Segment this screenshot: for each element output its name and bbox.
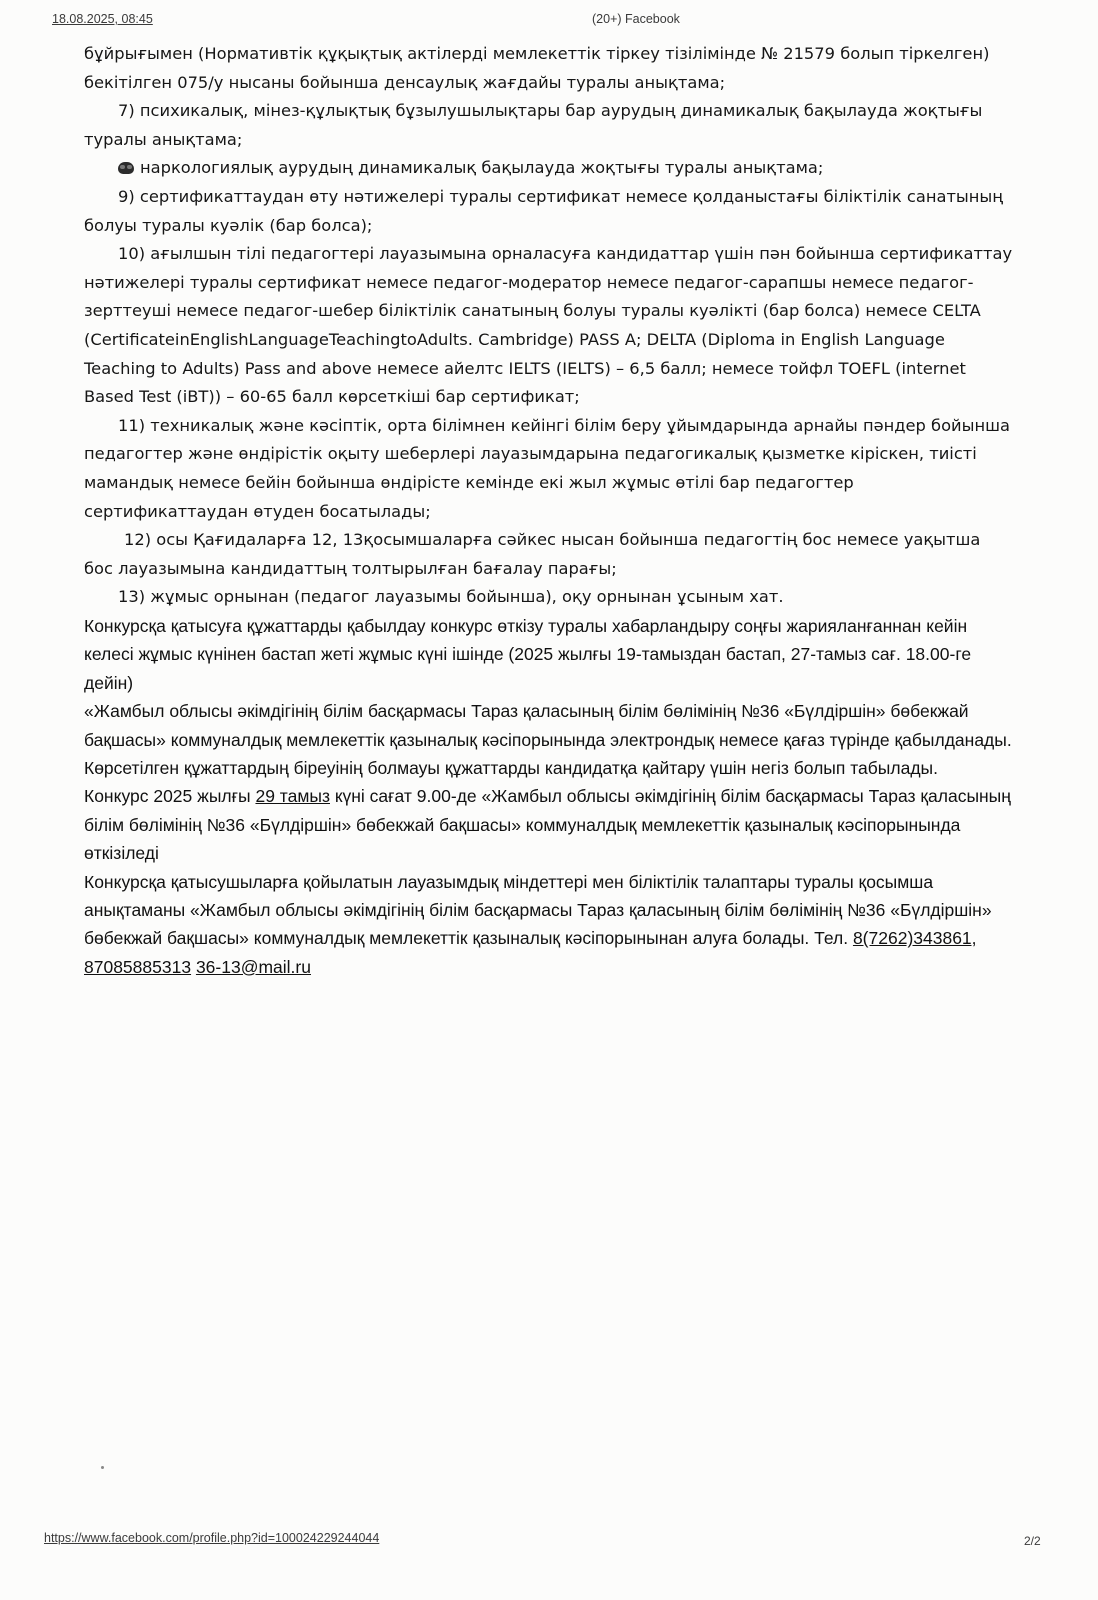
print-header (52, 12, 1052, 30)
document-body (84, 40, 1014, 981)
item-8 (84, 154, 1014, 183)
item-7: 7) психикалық, мінез-құлықтық бұзылушылықтары бар аурудың динамикалық бақылауда жоқтығы туралы анықтама; (84, 101, 983, 149)
print-footer-url[interactable]: https://www.facebook.com/profile.php?id=100024229244044 (44, 1531, 380, 1545)
item-10: 10) ағылшын тілі педагогтері лауазымына орналасуға кандидаттар үшін пән бойынша сертификаттау нәтижелері туралы сертификат немесе педагог-модератор немесе педагог-сарапшы немесе педагог-зерттеуші немесе педагог-шебер біліктілік санатының болуы туралы куәлікті (бар болса) немесе CELTA (CertificateinEnglishLanguageTeachingtoAdults. Cambridge) PASS A; DELTA (Diploma in English Language Teaching to Adults) Pass and above немесе айелтс IELTS (IELTS) – 6,5 балл; немесе тойфл TOEFL (internet Based Test (iBT)) – 60-65 балл көрсеткіші бар сертификат; (84, 244, 1013, 407)
notice-paragraph-5 (84, 868, 1014, 982)
item-6-continuation: бұйрығымен (Нормативтік құқықтық актілерді мемлекеттік тіркеу тізілімінде № 21579 болып тіркелген) бекітілген 075/у нысаны бойынша денсаулық жағдайы туралы анықтама; (84, 44, 990, 92)
item-13: 13) жұмыс орнынан (педагог лауазымы бойынша), оқу орнынан ұсыным хат. (118, 587, 784, 607)
notice-paragraph-1: Конкурсқа қатысуға құжаттарды қабылдау конкурс өткізу туралы хабарландыру соңғы жарияланғаннан кейін келесі жұмыс күнінен бастап жеті жұмыс күні ішінде (2025 жылғы 19-тамыздан бастап, 27-тамыз сағ. 18.00-ге дейін) (84, 615, 972, 693)
notice-p4-end: күні сағат 9.00-де «Жамбыл облысы әкімдігінің білім басқармасы Тараз қаласының білім бөлімінің №36 «Бүлдіршін» бөбекжай бақшасы» коммуналдық мемлекеттік қазыналық кәсіпорынында өткізіледі (84, 786, 1011, 864)
email-link[interactable]: 36-13@mail.ru (195, 956, 311, 977)
item-8-text: наркологиялық аурудың динамикалық бақылауда жоқтығы туралы анықтама; (140, 158, 824, 178)
notice-paragraph-2: «Жамбыл облысы әкімдігінің білім басқармасы Тараз қаласының білім бөлімінің №36 «Бүлдіршін» бөбекжай бақшасы» коммуналдық мемлекеттік қазыналық кәсіпорынында электрондық немесе қағаз түрінде қабылданады. (84, 701, 1012, 750)
phone-link-2[interactable]: 87085885313 (84, 956, 192, 977)
phone-link-1[interactable]: 8(7262)343861, (852, 928, 977, 949)
notice-p5-text: Конкурсқа қатысушыларға қойылатын лауазымдық міндеттері мен біліктілік талаптары туралы қосымша анықтаманы «Жамбыл облысы әкімдігінің білім басқармасы Тараз қаласының білім бөлімінің №36 «Бүлдіршін» бөбекжай бақшасы» коммуналдық мемлекеттік қазыналық кәсіпорынынан алуға болады. Тел. (84, 871, 992, 949)
contest-date: 29 тамыз (255, 786, 330, 807)
sunglasses-emoji-icon (118, 162, 134, 174)
print-page-title: (20+) Facebook (592, 12, 680, 26)
notice-paragraph-4 (84, 782, 1014, 867)
print-date: 18.08.2025, 08:45 (52, 12, 153, 26)
scan-speck (101, 1466, 104, 1469)
notice-section (84, 612, 1014, 981)
item-12: 12) осы Қағидаларға 12, 13қосымшаларға сәйкес нысан бойынша педагогтің бос немесе уақытша бос лауазымына кандидаттың толтырылған бағалау парағы; (84, 530, 981, 578)
item-9: 9) сертификаттаудан өту нәтижелері туралы сертификат немесе қолданыстағы біліктілік санатының болуы туралы куәлік (бар болса); (84, 186, 1004, 235)
notice-paragraph-3: Көрсетілген құжаттардың біреуінің болмауы құжаттарды кандидатқа қайтару үшін негіз болып табылады. (84, 757, 938, 778)
item-11: 11) техникалық және кәсіптік, орта білімнен кейінгі білім беру ұйымдарында арнайы пәндер бойынша педагогтер және өндірістік оқыту шеберлері лауазымдарына педагогикалық қызметке кіріскен, тиісті мамандық немесе бейін бойынша өндірісте кемінде екі жыл жұмыс өтілі бар педагогтер сертификаттаудан өтуден босатылады; (84, 415, 1010, 521)
notice-p4-start: Конкурс 2025 жылғы (84, 786, 256, 807)
print-page-number: 2/2 (1024, 1534, 1041, 1548)
